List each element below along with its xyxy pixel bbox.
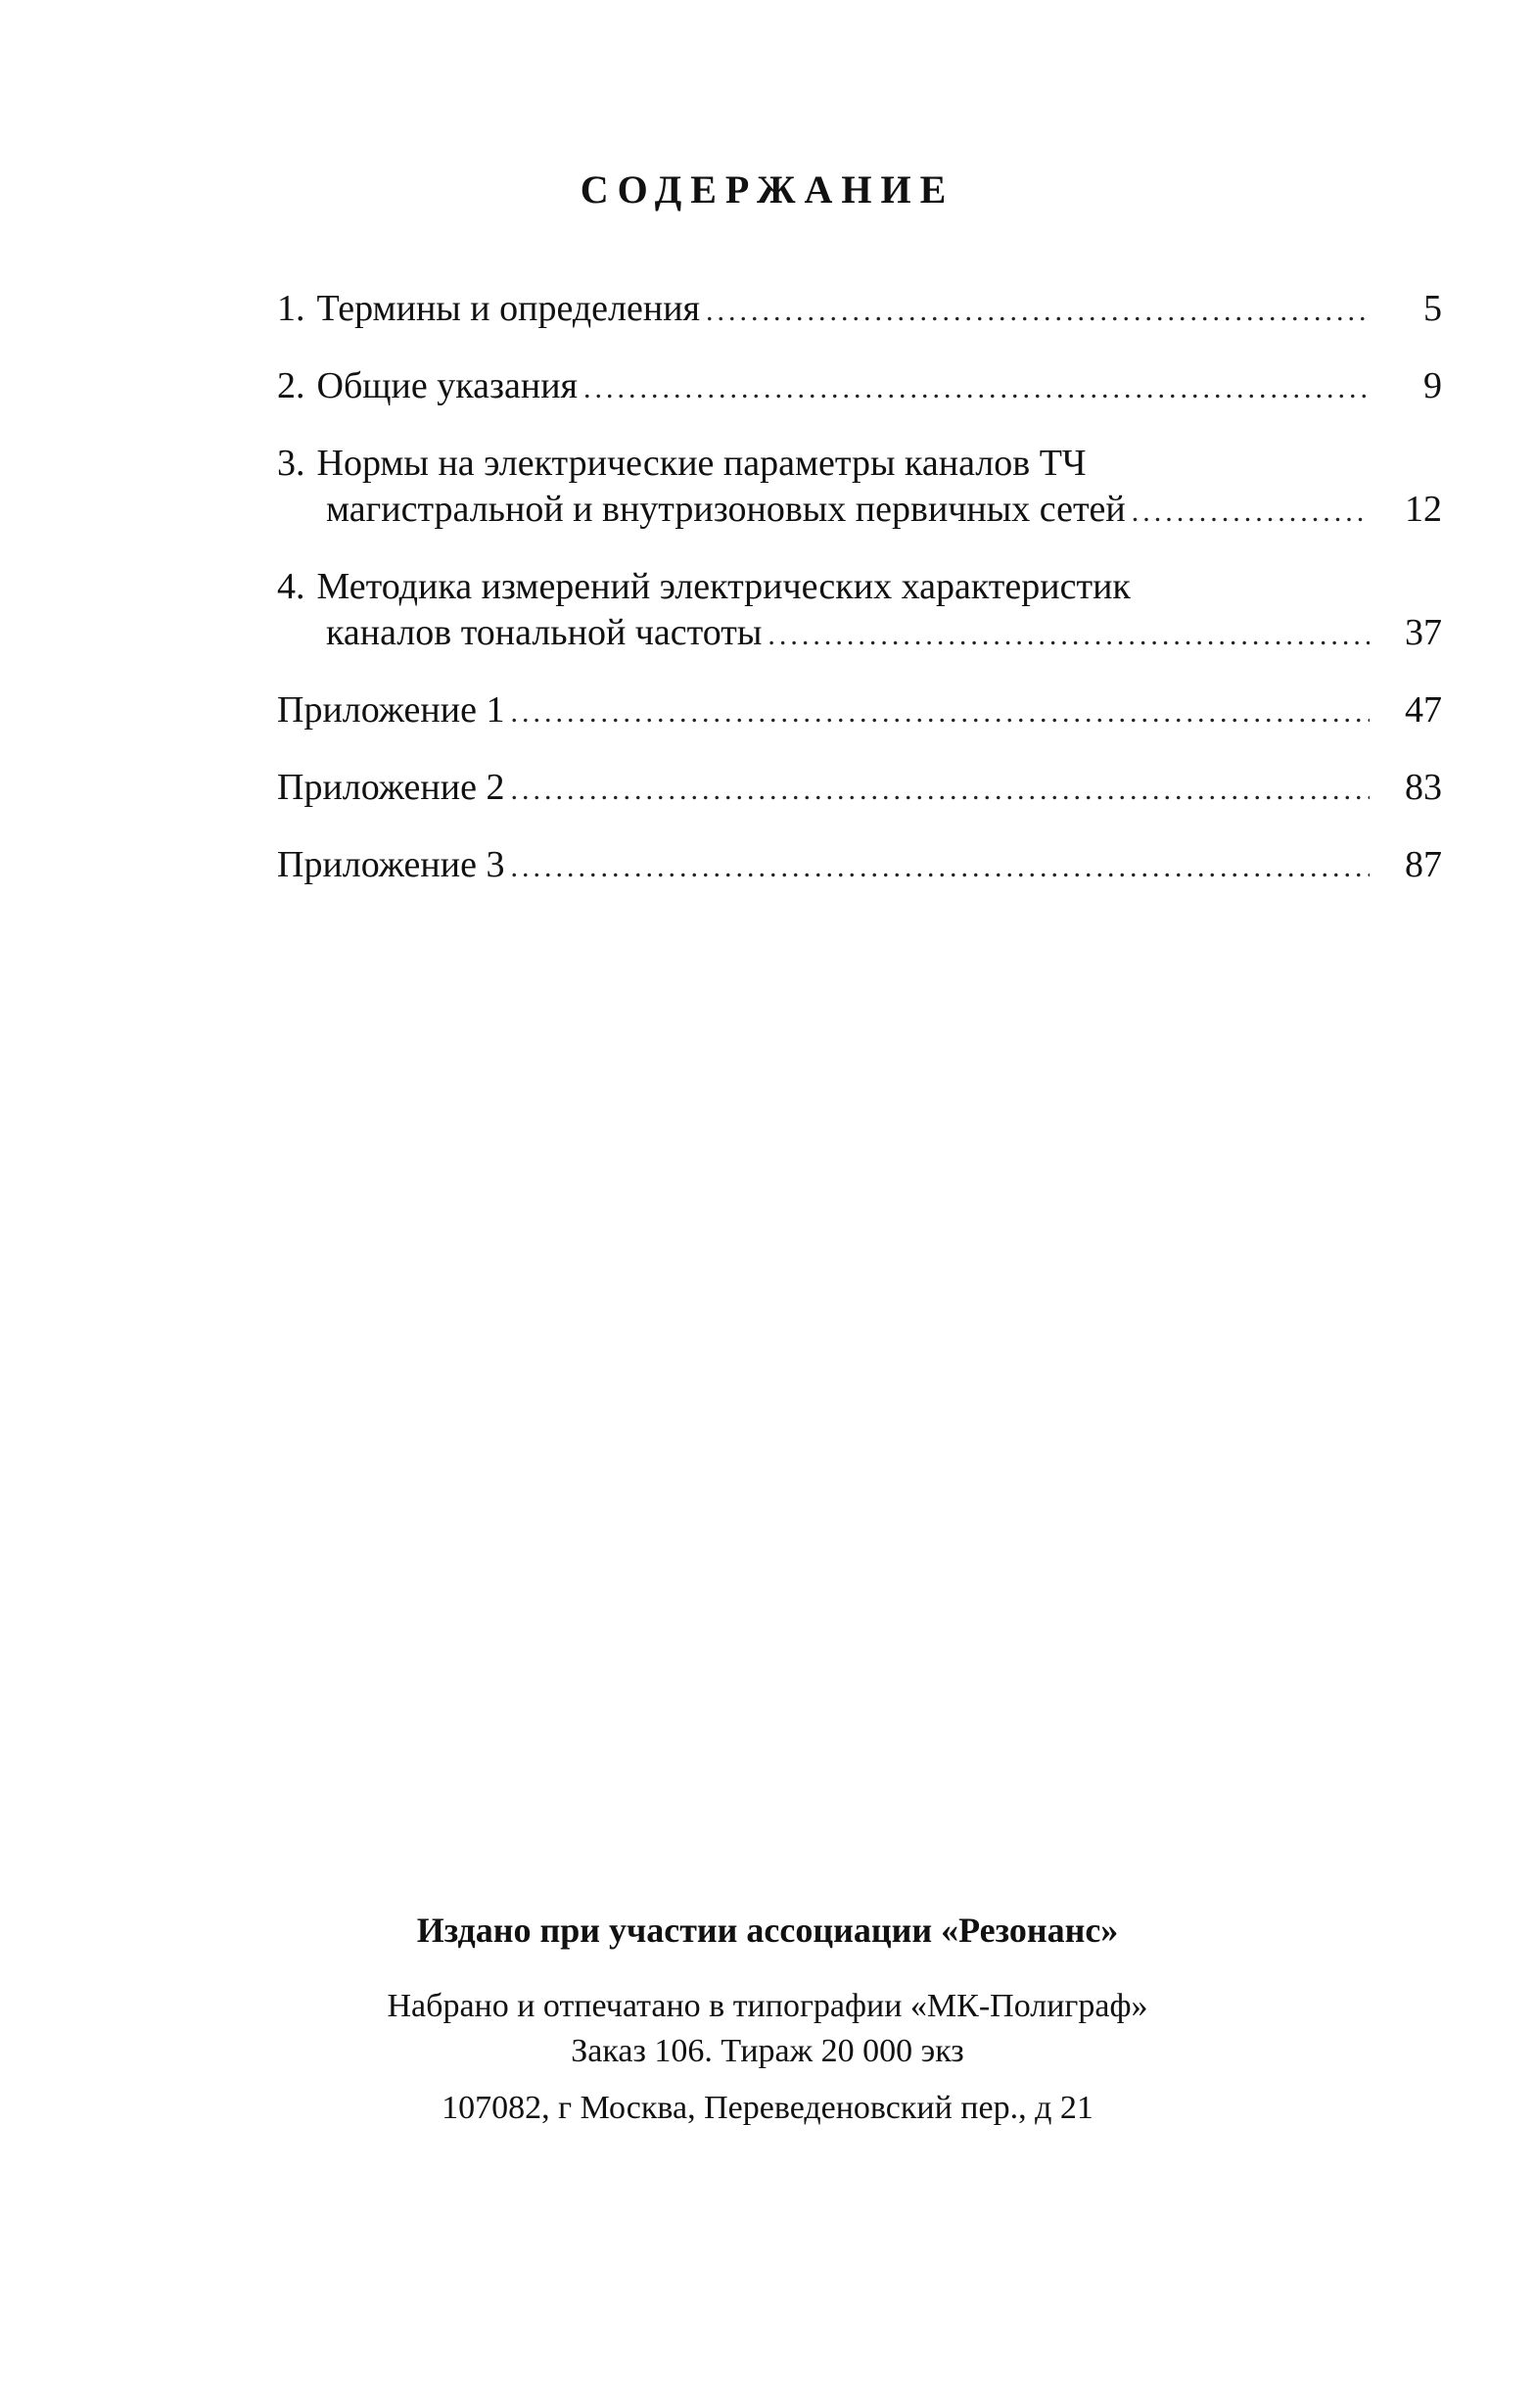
dot-leader: [510, 844, 1370, 890]
dot-leader: [706, 288, 1370, 334]
toc-entry-page: 83: [1405, 767, 1442, 808]
toc-entry-title-line-1: Нормы на электрические параметры каналов ТЧ: [316, 443, 1087, 484]
toc-entry-page: 9: [1423, 365, 1442, 406]
imprint-address: 107082, г Москва, Переведеновский пер., д 21: [442, 2090, 1093, 2126]
toc-entry-page: 37: [1405, 612, 1442, 653]
dot-leader: [510, 689, 1370, 735]
toc-entry-1: [277, 286, 1442, 334]
toc-entry-appendix-1: [277, 687, 1442, 735]
toc-entry-4: [277, 564, 1442, 658]
toc-entry-number: 4.: [277, 566, 305, 607]
toc-entry-title: Приложение 1: [277, 689, 505, 731]
toc-entry-number: 2.: [277, 365, 305, 406]
page-title: СОДЕРЖАНИЕ: [580, 167, 955, 212]
toc-entry-3: [277, 441, 1442, 535]
toc-entry-number: 1.: [277, 288, 305, 329]
toc-entry-page: 87: [1405, 844, 1442, 885]
toc-entry-title-line-2: магистральной и внутризоновых первичных сетей: [326, 489, 1126, 530]
imprint-printing-house: Набрано и отпечатано в типографии «МК-Полиграф»: [387, 1988, 1148, 2024]
dot-leader: [510, 767, 1370, 813]
toc-entry-title: Термины и определения: [316, 288, 701, 329]
toc-entry-appendix-3: [277, 842, 1442, 890]
imprint-order: Заказ 106. Тираж 20 000 экз: [571, 2033, 964, 2069]
toc-entry-title-line-1: Методика измерений электрических характеристик: [316, 566, 1131, 607]
dot-leader: [1132, 489, 1370, 535]
toc-entry-number: 3.: [277, 443, 305, 484]
toc-entry-page: 47: [1405, 689, 1442, 731]
toc-entry-title: Приложение 2: [277, 767, 505, 808]
toc-entry-2: [277, 363, 1442, 411]
toc-entry-appendix-2: [277, 765, 1442, 813]
toc-entry-title: Приложение 3: [277, 844, 505, 885]
dot-leader: [768, 612, 1370, 658]
dot-leader: [583, 365, 1370, 411]
toc-entry-title-line-2: каналов тональной частоты: [326, 612, 763, 653]
toc-entry-title: Общие указания: [316, 365, 579, 406]
toc-entry-page: 12: [1405, 489, 1442, 530]
imprint-publisher: Издано при участии ассоциации «Резонанс»: [416, 1911, 1119, 1950]
toc-entry-page: 5: [1423, 288, 1442, 329]
table-of-contents: [277, 286, 1442, 920]
